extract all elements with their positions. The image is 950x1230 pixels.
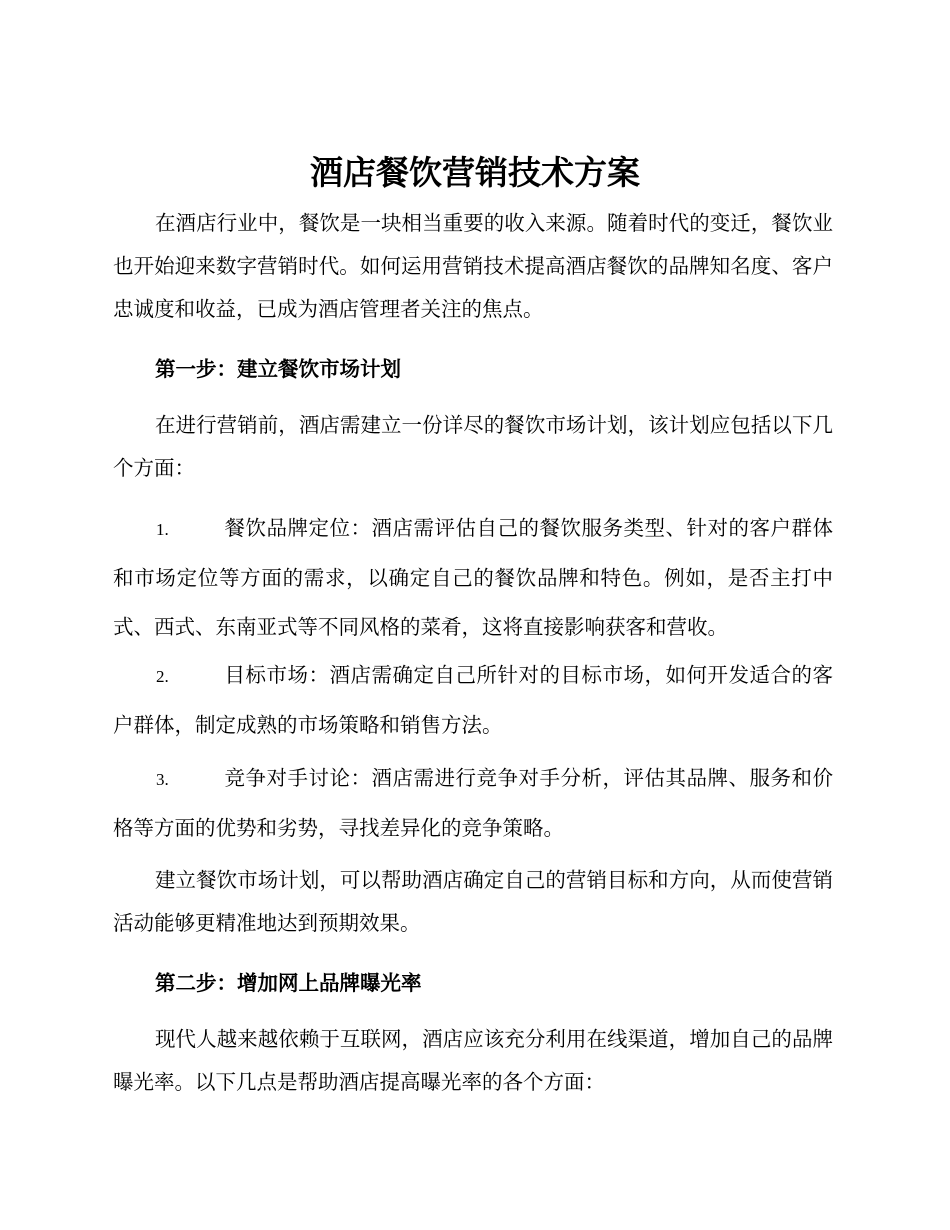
document-title: 酒店餐饮营销技术方案 — [310, 153, 640, 192]
intro-paragraph: 在酒店行业中，餐饮是一块相当重要的收入来源。随着时代的变迁，餐饮业也开始迎来数字营销时代。如何运用营销技术提高酒店餐饮的品牌知名度、客户忠诚度和收益，已成为酒店管理者关注的焦点。 — [113, 211, 833, 321]
step1-heading: 第一步：建立餐饮市场计划 — [155, 357, 401, 381]
list-item — [113, 651, 833, 750]
step2-intro-paragraph: 现代人越来越依赖于互联网，酒店应该充分利用在线渠道，增加自己的品牌曝光率。以下几点是帮助酒店提高曝光率的各个方面： — [113, 1027, 833, 1094]
list-number: 3. — [156, 770, 169, 789]
step1-conclusion-paragraph: 建立餐饮市场计划，可以帮助酒店确定自己的营销目标和方向，从而使营销活动能够更精准地达到预期效果。 — [113, 868, 833, 935]
list-number: 1. — [156, 520, 169, 539]
step2-heading: 第二步：增加网上品牌曝光率 — [155, 971, 422, 995]
list-number: 2. — [156, 667, 169, 686]
step1-intro-paragraph: 在进行营销前，酒店需建立一份详尽的餐饮市场计划，该计划应包括以下几个方面： — [113, 413, 833, 480]
list-item — [113, 504, 833, 652]
list-item-text: 餐饮品牌定位：酒店需评估自己的餐饮服务类型、针对的客户群体和市场定位等方面的需求，以确定自己的餐饮品牌和特色。例如，是否主打中式、西式、东南亚式等不同风格的菜肴，这将直接影响获客和营收。 — [113, 516, 833, 639]
list-item-text: 竞争对手讨论：酒店需进行竞争对手分析，评估其品牌、服务和价格等方面的优势和劣势，寻找差异化的竞争策略。 — [113, 766, 833, 840]
list-item-text: 目标市场：酒店需确定自己所针对的目标市场，如何开发适合的客户群体，制定成熟的市场策略和销售方法。 — [113, 663, 833, 737]
list-item — [113, 754, 833, 853]
